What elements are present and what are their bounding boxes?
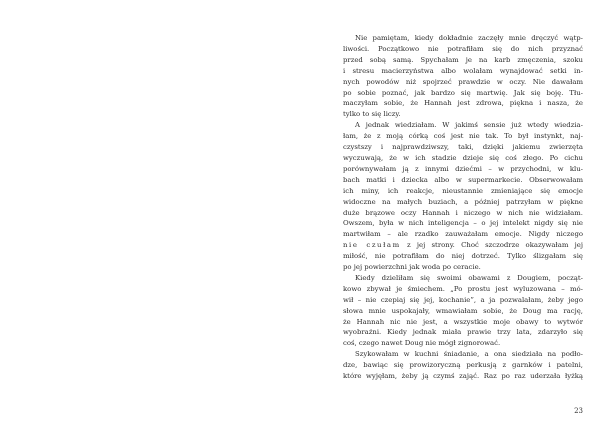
paragraph-3-line-2: kowo zbywał je śmiechem. „Po prostu jest wyluzowana – mó- — [343, 284, 583, 293]
paragraph-1-line-3: przed sobą samą. Spychałam je na karb zmęczenia, szoku — [343, 55, 583, 64]
paragraph-1-line-1: Nie pamiętam, kiedy dokładnie zaczęły mnie dręczyć wątp- — [355, 34, 583, 42]
paragraph-2-line-9: duże brązowe oczy Hannah i niczego w nich nie widziałam. — [343, 208, 583, 217]
page-number: 23 — [574, 407, 583, 415]
paragraph-2-line-7: ich miny, ich reakcje, nieustannie zmieniające się emocje — [343, 186, 583, 195]
paragraph-3-line-6: wyobraźni. Kiedy jednak miała prawie trzy lata, zdarzyło się — [343, 328, 583, 337]
paragraph-4-line-1: Szykowałam w kuchni śniadanie, a ona siedziała na podło- — [355, 350, 583, 359]
emphasized-phrase: nie czułam — [343, 241, 401, 250]
paragraph-2-line-11: martwiłam – ale rzadko zauważałam emocje. Nigdy niczego — [343, 230, 583, 239]
text-column — [343, 33, 583, 382]
paragraph-2-line-10: Owszem, była w nich inteligencja – o jej intelekt nigdy się nie — [343, 219, 583, 228]
paragraph-1-line-6: po sobie poznać, jak bardzo się martwię. Jak się boję. Tłu- — [343, 88, 583, 97]
paragraph-1-line-8: tylko to się liczy. — [343, 110, 401, 119]
paragraph-3-line-3: wił – nie czepiaj się jej, kochanie”, a ja pozwalałam, żeby jego — [343, 295, 583, 304]
paragraph-2-line-1: A jednak wiedziałam. W jakimś sensie już wtedy wiedzia- — [355, 121, 583, 130]
paragraph-1-line-4: i stresu macierzyństwa albo wolałam wynajdować setki in- — [343, 66, 583, 75]
paragraph-2-line-8: widoczne na małych buziach, a później patrzyłam w piękne — [343, 197, 583, 206]
paragraph-3-line-5: że Hannah nic nie jest, a wszystkie moje obawy to wytwór — [343, 317, 583, 326]
paragraph-2-line-3: czystszy i najprawdziwszy, taki, dzięki jakiemu zwierzęta — [343, 143, 583, 152]
paragraph-2-line-5: porównywałam ją z innymi dziećmi – w przychodni, w klu- — [343, 164, 583, 173]
paragraph-4-line-2: dze, bawiąc się prowizoryczną perkusją z garnków i patelni, — [343, 361, 583, 370]
paragraph-2-line-2: łam, że z moją córką coś jest nie tak. To był instynkt, naj- — [343, 132, 583, 141]
paragraph-1-line-2: liwości. Początkowo nie potrafiłam się do nich przyznać — [343, 44, 583, 53]
paragraph-1-line-7: maczyłam sobie, że Hannah jest zdrowa, piękna i nasza, że — [343, 99, 583, 108]
paragraph-2-line-13: miłość, nie potrafiłam do niej dotrzeć. Tylko ślizgałam się — [343, 252, 583, 261]
paragraph-1-line-5: nych powodów niż spojrzeć prawdzie w oczy. Nie dawałam — [343, 77, 583, 86]
paragraph-2-line-4: wyczuwają, że w ich stadzie dzieje się coś złego. Po cichu — [343, 153, 583, 162]
paragraph-3-line-7: coś, czego nawet Doug nie mógł zignorować. — [343, 339, 501, 348]
paragraph-2-line-6: bach matki i dziecka albo w supermarkecie. Obserwowałam — [343, 175, 583, 184]
paragraph-3-line-1: Kiedy dzieliłam się swoimi obawami z Dougiem, począt- — [355, 273, 583, 282]
paragraph-3-line-4: słowa mnie uspokajały, wmawiałam sobie, że Doug ma rację, — [343, 306, 583, 315]
paragraph-2-line-14: po jej powierzchni jak woda po ceracie. — [343, 263, 481, 272]
paragraph-2-line-12: nie czułam z jej strony. Choć szczodrze okazywałam jej — [343, 241, 583, 250]
paragraph-4-line-3: które wyjęłam, żeby ją czymś zająć. Raz po raz uderzała łyżką — [343, 372, 583, 381]
